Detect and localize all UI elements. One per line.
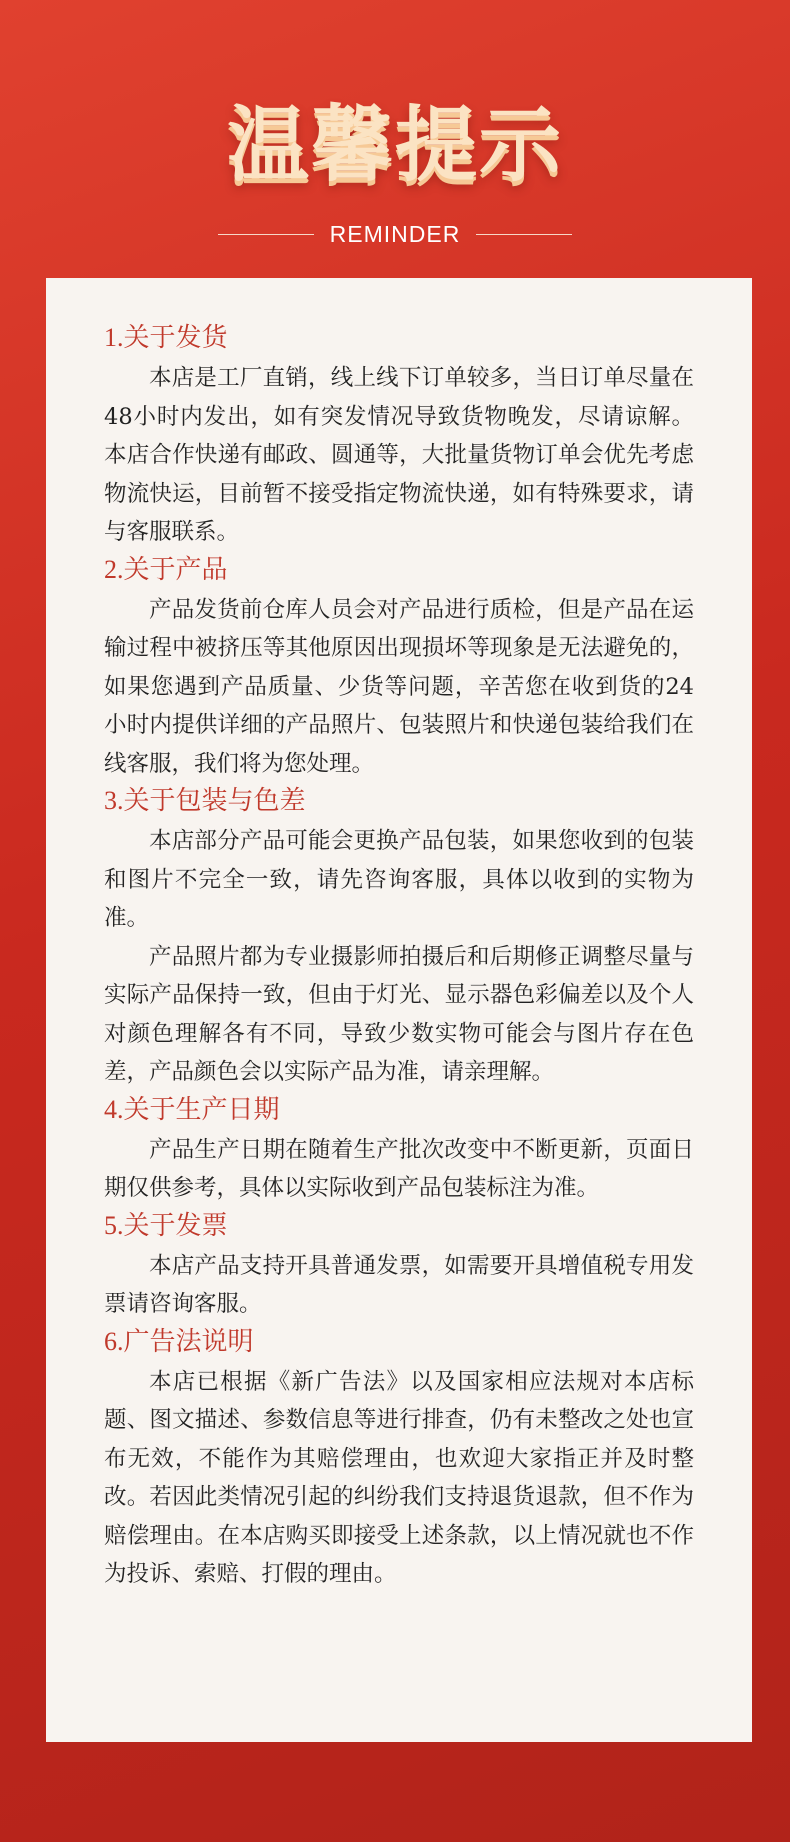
section-number: 3. [104,786,124,815]
section-product [104,552,694,784]
section-title: 关于发货 [123,323,228,353]
section-title: 关于产品 [123,554,228,585]
section-paragraph: 产品照片都为专业摄影师拍摄后和后期修正调整尽量与实际产品保持一致，但由于灯光、显示器色彩偏差以及个人对颜色理解各有不同，导致少数实物可能会与图片存在色差，产品颜色会以实际产品为准，请亲理解。 [104,943,694,1085]
section-heading [104,1092,694,1128]
page-title: 温馨提示 [226,98,563,193]
section-title: 广告法说明 [123,1326,254,1357]
section-packaging-color [104,783,694,1092]
section-number: 6. [104,1326,124,1356]
section-number: 2. [104,554,124,584]
subtitle-right-divider [476,234,572,235]
section-title: 关于发票 [123,1210,228,1241]
section-number: 4. [104,1094,124,1124]
section-paragraph: 本店是工厂直销，线上线下订单较多，当日订单尽量在48小时内发出，如有突发情况导致货物晚发，尽请谅解。本店合作快递有邮政、圆通等，大批量货物订单会优先考虑物流快运，目前暂不接受指定物流快递，如有特殊要求，请与客服联系。 [104,365,694,545]
section-paragraph: 产品生产日期在随着生产批次改变中不断更新，页面日期仅供参考，具体以实际收到产品包装标注为准。 [104,1136,694,1201]
section-title: 关于生产日期 [123,1094,280,1125]
subtitle: REMINDER [329,220,461,247]
section-number: 1. [104,323,124,352]
section-heading [104,1208,694,1244]
section-shipping [104,320,694,552]
section-paragraph: 本店产品支持开具普通发票，如需要开具增值税专用发票请咨询客服。 [104,1252,694,1317]
section-paragraph: 产品发货前仓库人员会对产品进行质检，但是产品在运输过程中被挤压等其他原因出现损坏等现象是无法避免的，如果您遇到产品质量、少货等问题，辛苦您在收到货的24小时内提供详细的产品照片、包装照片和快递包装给我们在线客服，我们将为您处理。 [104,596,694,777]
section-heading [104,1324,694,1360]
section-heading [104,552,694,588]
subtitle-row [0,218,790,250]
section-invoice [104,1208,694,1324]
section-paragraph: 本店已根据《新广告法》以及国家相应法规对本店标题、图文描述、参数信息等进行排查，仍有未整改之处也宣布无效，不能作为其赔偿理由，也欢迎大家指正并及时整改。若因此类情况引起的纠纷我们支持退货退款，但不作为赔偿理由。在本店购买即接受上述条款，以上情况就也不作为投诉、索赔、打假的理由。 [104,1368,694,1587]
section-production-date [104,1092,694,1208]
section-paragraph: 本店部分产品可能会更换产品包装，如果您收到的包装和图片不完全一致，请先咨询客服，具体以收到的实物为准。 [104,828,694,931]
subtitle-left-divider [218,234,314,235]
section-advertising-law [104,1324,694,1594]
section-title: 关于包装与色差 [123,786,306,816]
section-heading [104,320,694,356]
section-number: 5. [104,1210,124,1240]
reminder-card [46,278,752,1742]
section-heading [104,783,694,819]
